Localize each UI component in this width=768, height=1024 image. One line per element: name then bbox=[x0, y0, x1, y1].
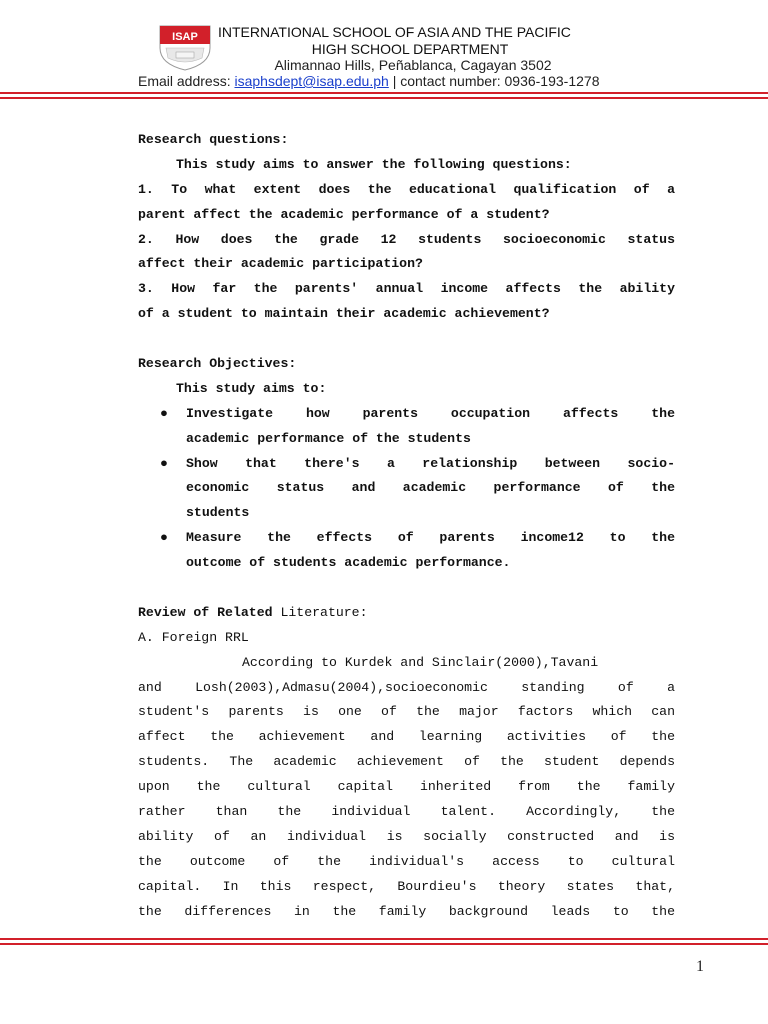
objective-2-line-2-wrap bbox=[138, 476, 675, 501]
page-number: 1 bbox=[696, 958, 704, 975]
research-questions-heading: Research questions: bbox=[138, 132, 289, 147]
question-2-line-1: 2. How does the grade 12 students socioeconomic status bbox=[138, 231, 675, 247]
footer-divider-top bbox=[0, 938, 768, 940]
rrl-heading-bold: Review of Related bbox=[138, 604, 273, 620]
para-line-8: ability of an individual is socially constructed and is bbox=[138, 828, 675, 844]
email-label: Email address: bbox=[138, 73, 235, 89]
school-address: Alimannao Hills, Peñablanca, Cagayan 3502 bbox=[274, 57, 552, 73]
document-body bbox=[138, 128, 675, 925]
header-divider-bottom bbox=[0, 97, 768, 99]
question-2-line-2: affect their academic participation? bbox=[138, 256, 423, 272]
para-line-1: According to Kurdek and Sinclair(2000),Tavani bbox=[242, 654, 599, 670]
department-name: HIGH SCHOOL DEPARTMENT bbox=[311, 41, 509, 57]
logo-text: ISAP bbox=[172, 31, 198, 43]
para-line-10: capital. In this respect, Bourdieu's theory states that, bbox=[138, 878, 675, 894]
ro-intro: This study aims to: bbox=[176, 380, 327, 396]
question-1-line-2: parent affect the academic performance of a student? bbox=[138, 206, 550, 222]
footer-divider-bottom bbox=[0, 943, 768, 945]
objective-2-line-1: Show that there's a relationship between socio- bbox=[186, 455, 675, 471]
para-line-6: upon the cultural capital inherited from the family bbox=[138, 779, 675, 795]
objective-1 bbox=[138, 402, 675, 427]
rq-intro: This study aims to answer the following questions: bbox=[176, 156, 572, 172]
objective-3 bbox=[138, 526, 675, 551]
para-line-9: the outcome of the individual's access to cultural bbox=[138, 853, 675, 869]
para-line-2: and Losh(2003),Admasu(2004),socioeconomic standing of a bbox=[138, 679, 675, 695]
objective-1-line-1: Investigate how parents occupation affects the bbox=[186, 405, 675, 421]
foreign-rrl-heading: A. Foreign RRL bbox=[138, 629, 249, 645]
para-line-3: student's parents is one of the major factors which can bbox=[138, 704, 675, 720]
objective-3-line-2: outcome of students academic performance. bbox=[186, 555, 511, 571]
bullet-icon: ● bbox=[160, 405, 168, 421]
objective-2 bbox=[138, 452, 675, 477]
letterhead bbox=[0, 0, 768, 100]
question-3-line-1: 3. How far the parents' annual income affects the ability bbox=[138, 281, 675, 297]
bullet-icon: ● bbox=[160, 455, 168, 471]
question-3-line-2: of a student to maintain their academic achievement? bbox=[138, 306, 550, 322]
para-line-5: students. The academic achievement of the student depends bbox=[138, 754, 675, 770]
para-line-11: the differences in the family background leads to the bbox=[138, 903, 675, 919]
contact-line bbox=[138, 73, 599, 89]
rrl-heading-rest: Literature: bbox=[272, 604, 368, 620]
research-objectives-heading: Research Objectives: bbox=[138, 356, 297, 372]
objective-2-line-3: students bbox=[186, 505, 250, 521]
para-line-4: affect the achievement and learning activities of the bbox=[138, 729, 675, 745]
para-line-7: rather than the individual talent. Accordingly, the bbox=[138, 804, 675, 820]
objective-1-line-2: academic performance of the students bbox=[186, 430, 471, 446]
bullet-icon: ● bbox=[160, 530, 168, 546]
school-name: INTERNATIONAL SCHOOL OF ASIA AND THE PACIFIC bbox=[218, 24, 571, 40]
objective-2-line-2: economic status and academic performance of the bbox=[186, 480, 675, 496]
header-divider-top bbox=[0, 92, 768, 94]
contact-number: | contact number: 0936-193-1278 bbox=[388, 73, 600, 89]
email-link[interactable]: isaphsdept@isap.edu.ph bbox=[234, 73, 389, 89]
question-1-line-1: 1. To what extent does the educational qualification of a bbox=[138, 181, 675, 197]
rrl-heading bbox=[138, 601, 675, 626]
objective-3-line-1: Measure the effects of parents income12 to the bbox=[186, 530, 675, 546]
